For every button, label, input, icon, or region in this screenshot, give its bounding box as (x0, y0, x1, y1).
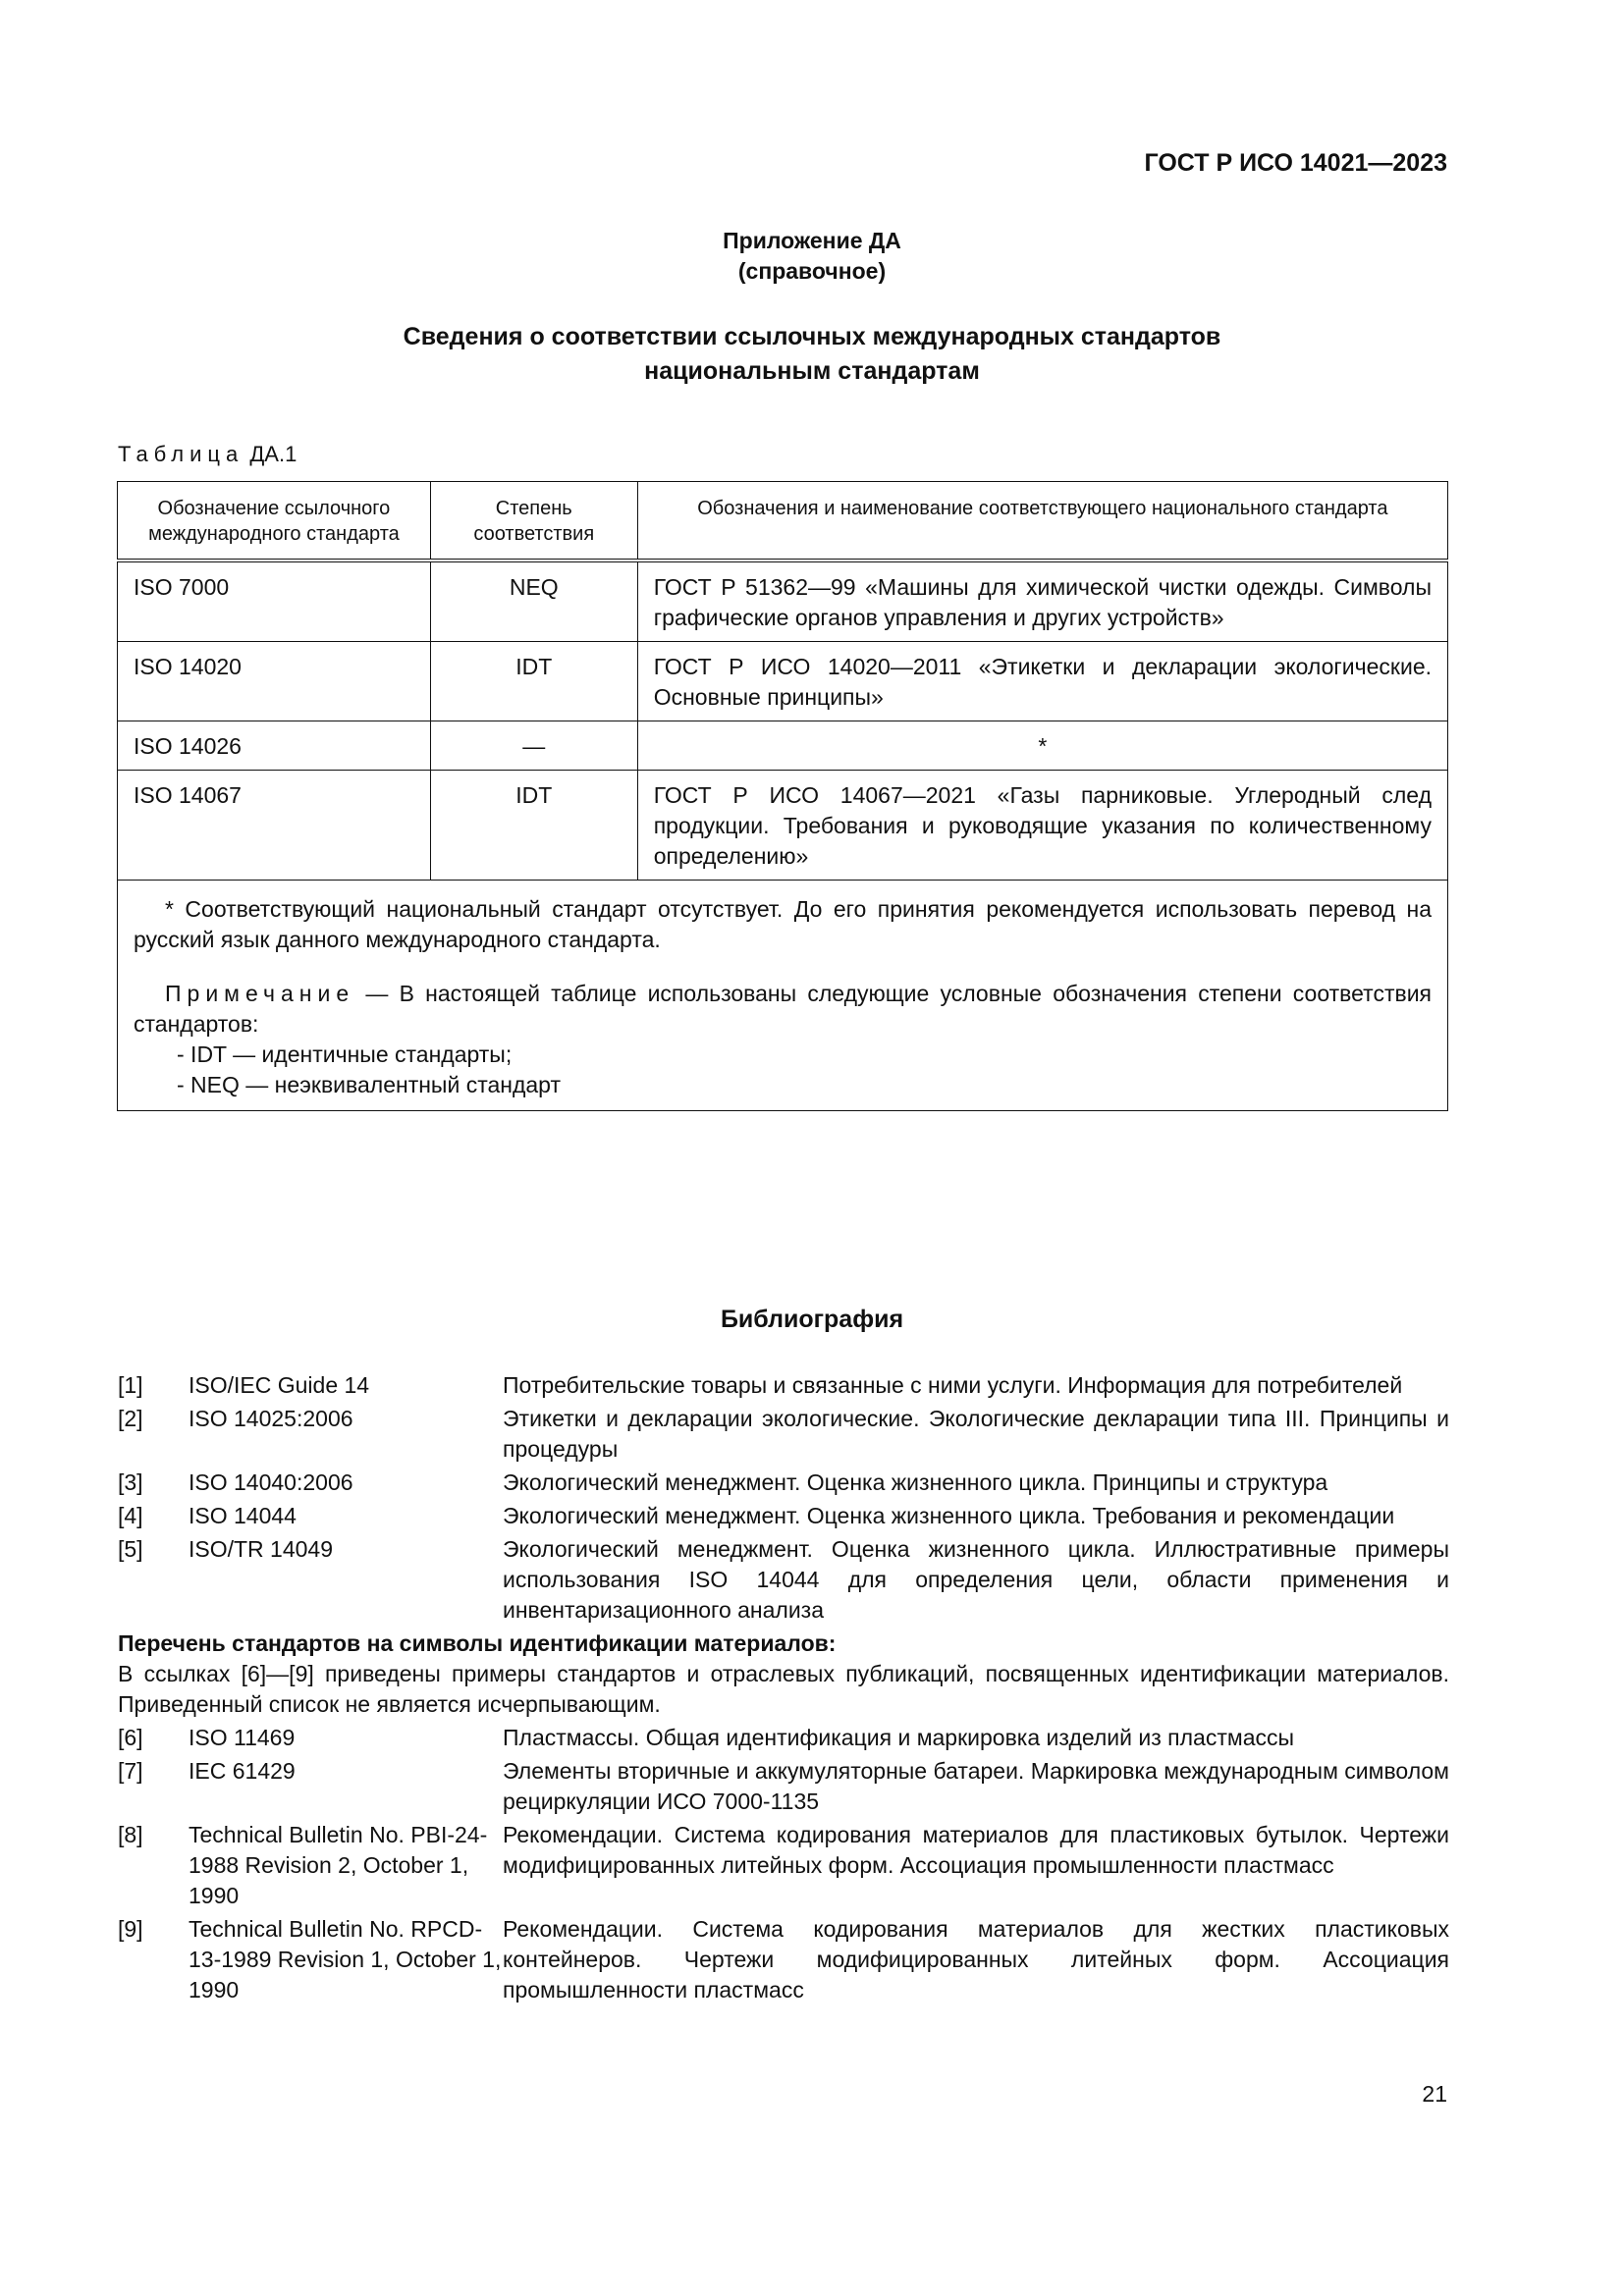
entry-title: Этикетки и декларации экологические. Экологические декларации типа III. Принципы и процедуры (503, 1406, 1449, 1462)
table-row (118, 771, 1448, 881)
column-header-national: Обозначения и наименование соответствующего национального стандарта (637, 482, 1447, 561)
bibliography-entry (118, 1501, 1449, 1531)
cell-degree: IDT (430, 642, 637, 721)
bibliography-entry (118, 1914, 1449, 2005)
entry-code: Technical Bulletin No. RPCD-13-1989 Revision 1, October 1, 1990 (189, 1916, 502, 2002)
table-row (118, 721, 1448, 771)
table-row (118, 561, 1448, 642)
bibliography-title: Библиография (720, 1306, 904, 1333)
footnote: * Соответствующий национальный стандарт отсутствует. До его принятия рекомендуется использовать перевод на русский язык данного международного стандарта. (134, 896, 1432, 952)
note (134, 979, 1432, 1040)
column-header-degree: Степень соответствия (430, 482, 637, 561)
bibliography-entry (118, 1820, 1449, 1911)
entry-number: [2] (118, 1406, 143, 1431)
entry-title: Элементы вторичные и аккумуляторные батареи. Маркировка международным символом рециркуляции ИСО 7000-1135 (503, 1758, 1449, 1814)
table-caption (118, 442, 297, 467)
bibliography-entry (118, 1756, 1449, 1817)
document-code: ГОСТ Р ИСО 14021—2023 (1144, 149, 1447, 177)
note-text: — В настоящей таблице использованы следующие условные обозначения степени соответствия стандартов: (134, 981, 1432, 1037)
cell-national: ГОСТ Р ИСО 14067—2021 «Газы парниковые. Углеродный след продукции. Требования и руководящие указания по количественному определению» (637, 771, 1447, 881)
bibliography-entry (118, 1404, 1449, 1465)
annex-title (0, 226, 1624, 287)
table-header-row (118, 482, 1448, 561)
entry-title: Пластмассы. Общая идентификация и маркировка изделий из пластмассы (503, 1725, 1295, 1750)
entry-number: [5] (118, 1536, 143, 1562)
column-header-code: Обозначение ссылочного международного стандарта (118, 482, 431, 561)
entry-number: [9] (118, 1916, 143, 1942)
table-footer-row (118, 881, 1448, 1111)
entry-number: [3] (118, 1469, 143, 1495)
cell-degree: IDT (430, 771, 637, 881)
entry-title: Потребительские товары и связанные с ними услуги. Информация для потребителей (503, 1372, 1403, 1398)
entry-number: [7] (118, 1758, 143, 1784)
entry-code: ISO/IEC Guide 14 (189, 1372, 370, 1398)
symbols-intro: В ссылках [6]—[9] приведены примеры стандартов и отраслевых публикаций, посвященных идентификации материалов. Приведенный список не является исчерпывающим. (118, 1661, 1449, 1717)
table-caption-prefix: Таблица (118, 442, 244, 466)
cell-code: ISO 14067 (118, 771, 431, 881)
annex-subtitle: (справочное) (737, 258, 887, 284)
bibliography-entry (118, 1468, 1449, 1498)
entry-number: [1] (118, 1372, 143, 1398)
correspondence-table (117, 481, 1448, 1111)
bibliography-list (118, 1370, 1449, 2008)
table-footnotes (118, 881, 1448, 1111)
entry-title: Экологический менеджмент. Оценка жизненного цикла. Принципы и структура (503, 1469, 1328, 1495)
entry-title: Экологический менеджмент. Оценка жизненного цикла. Иллюстративные примеры использования ISO 14044 для определения цели, области применения и инвентаризационного анализа (503, 1536, 1449, 1623)
entry-number: [6] (118, 1725, 143, 1750)
cell-national: ГОСТ Р 51362—99 «Машины для химической чистки одежды. Символы графические органов управления и других устройств» (637, 561, 1447, 642)
cell-national: * (637, 721, 1447, 771)
entry-title: Рекомендации. Система кодирования материалов для жестких пластиковых контейнеров. Чертежи модифицированных литейных форм. Ассоциация промышленности пластмасс (503, 1916, 1449, 2002)
table-caption-number: ДА.1 (249, 442, 298, 466)
entry-number: [4] (118, 1503, 143, 1528)
entry-code: ISO/TR 14049 (189, 1536, 334, 1562)
annex-heading-line-1: Сведения о соответствии ссылочных международных стандартов (403, 323, 1221, 350)
annex-heading-line-2: национальным стандартам (644, 357, 980, 385)
note-label: Примечание (165, 981, 355, 1006)
entry-number: [8] (118, 1822, 143, 1847)
bibliography-entry (118, 1370, 1449, 1401)
entry-code: ISO 14025:2006 (189, 1406, 353, 1431)
entry-code: ISO 14044 (189, 1503, 297, 1528)
table-row (118, 642, 1448, 721)
symbols-heading: Перечень стандартов на символы идентификации материалов: (118, 1630, 837, 1656)
page-number: 21 (1422, 2081, 1447, 2107)
bibliography-entry (118, 1723, 1449, 1753)
entry-code: ISO 11469 (189, 1725, 296, 1750)
entry-code: Technical Bulletin No. PBI-24-1988 Revision 2, October 1, 1990 (189, 1822, 488, 1908)
bibliography-entry (118, 1534, 1449, 1626)
entry-title: Рекомендации. Система кодирования материалов для пластиковых бутылок. Чертежи модифицированных литейных форм. Ассоциация промышленности пластмасс (503, 1822, 1449, 1878)
cell-degree: NEQ (430, 561, 637, 642)
cell-code: ISO 14020 (118, 642, 431, 721)
annex-label: Приложение ДА (723, 228, 901, 253)
note-item: - NEQ — неэквивалентный стандарт (177, 1072, 561, 1097)
cell-code: ISO 14026 (118, 721, 431, 771)
entry-code: ISO 14040:2006 (189, 1469, 353, 1495)
entry-title: Экологический менеджмент. Оценка жизненного цикла. Требования и рекомендации (503, 1503, 1395, 1528)
note-item: - IDT — идентичные стандарты; (177, 1041, 513, 1067)
cell-national: ГОСТ Р ИСО 14020—2011 «Этикетки и декларации экологические. Основные принципы» (637, 642, 1447, 721)
entry-code: IEC 61429 (189, 1758, 296, 1784)
cell-degree: — (430, 721, 637, 771)
annex-heading (0, 320, 1624, 389)
cell-code: ISO 7000 (118, 561, 431, 642)
